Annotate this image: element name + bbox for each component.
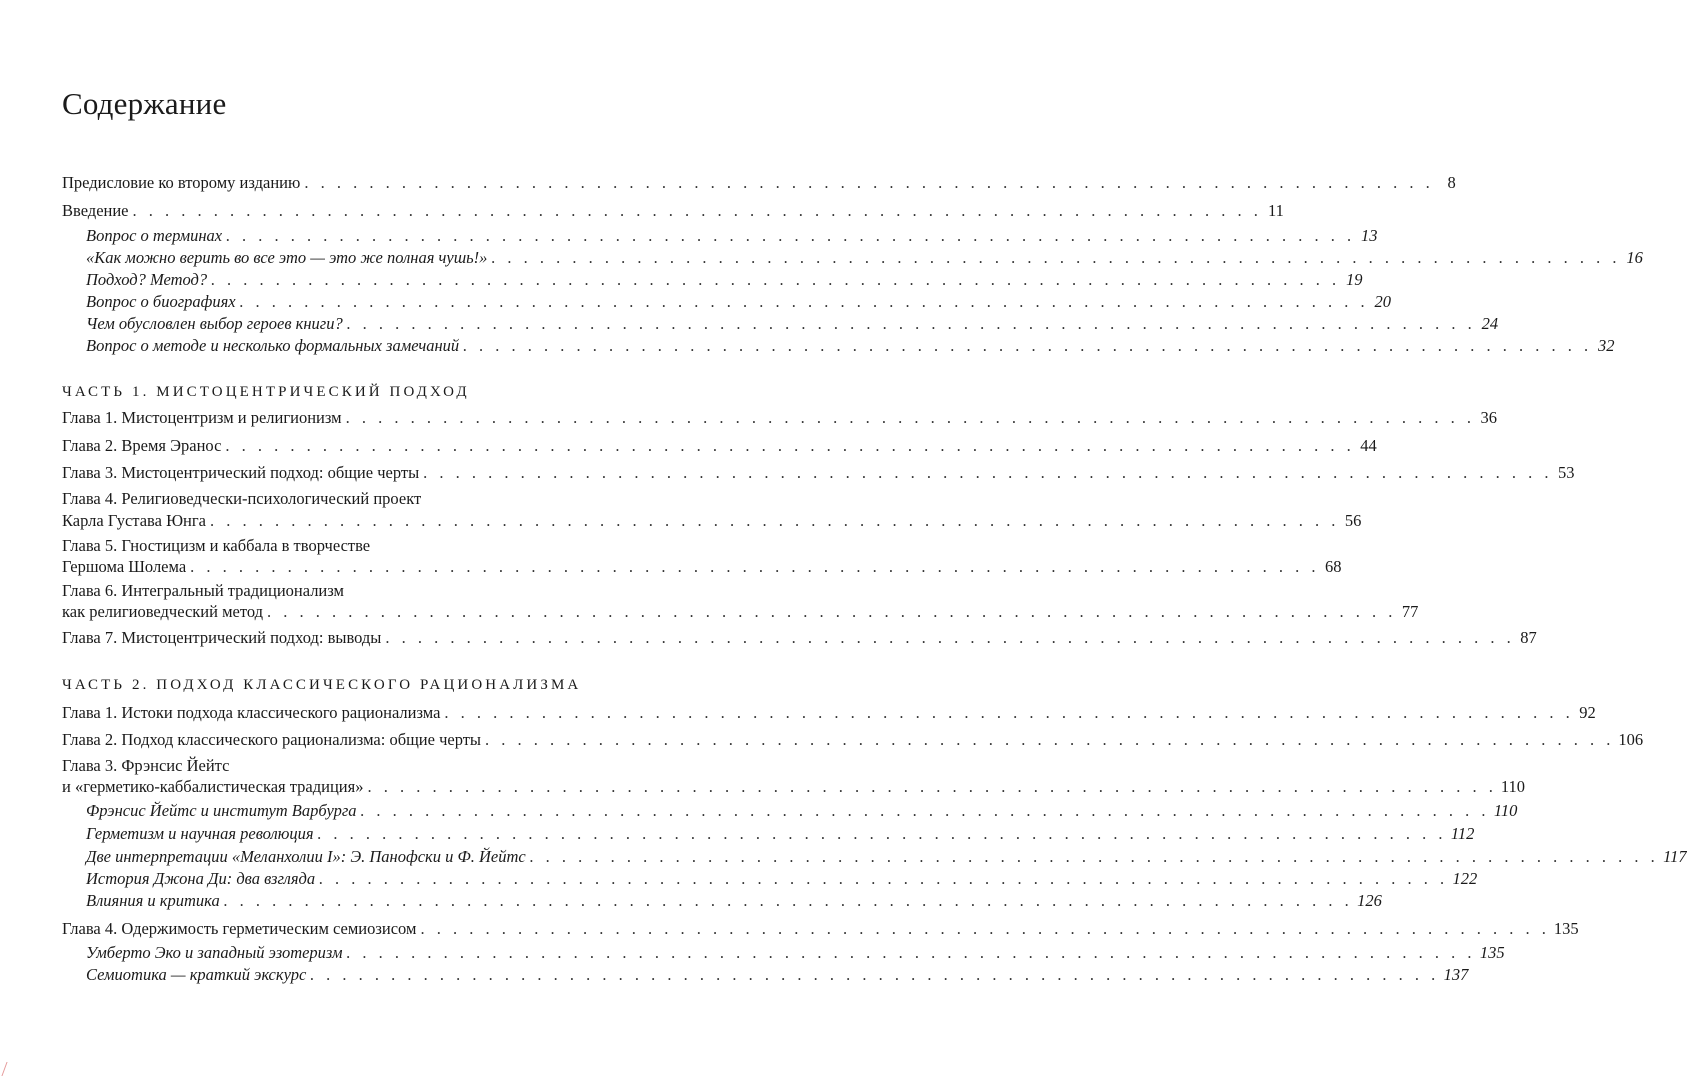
dot-leader: . . . . . . . . . . . . . . . . . . . . . . . . . . . . . . . . . . . . . . . . . . . . . . . . . . . . . . . . . . . . . . . . . . . . . .: [239, 292, 1369, 311]
page-number: 20: [1374, 292, 1391, 311]
toc-subentry: [86, 269, 1363, 291]
entry-label: Вопрос о биографиях: [86, 292, 236, 311]
page-number: 122: [1452, 869, 1478, 888]
dot-leader: . . . . . . . . . . . . . . . . . . . . . . . . . . . . . . . . . . . . . . . . . . . . . . . . . . . . . . . . . . . . . . . . . . . . . .: [267, 602, 1397, 621]
entry-label: Глава 1. Истоки подхода классического рационализма: [62, 703, 441, 722]
toc-subentry: [86, 247, 1643, 269]
entry-label: Чем обусловлен выбор героев книги?: [86, 314, 343, 333]
entry-label: «Как можно верить во все это — это же полная чушь!»: [86, 248, 488, 267]
part-heading: ЧАСТЬ 2. ПОДХОД КЛАССИЧЕСКОГО РАЦИОНАЛИЗМА: [62, 677, 582, 693]
entry-label: История Джона Ди: два взгляда: [86, 869, 316, 888]
entry-label: Фрэнсис Йейтс и институт Варбурга: [86, 801, 357, 820]
toc-chapter: [62, 918, 1579, 940]
toc-subentry: [86, 846, 1687, 868]
entry-label: Глава 4. Одержимость герметическим семиозисом: [62, 919, 417, 938]
toc-chapter: [62, 407, 1497, 429]
toc-chapter: [62, 776, 1525, 798]
entry-label: Глава 2. Время Эранос: [62, 436, 222, 455]
toc-subentry: [86, 313, 1499, 335]
page-number: 126: [1357, 891, 1382, 910]
entry-label: и «герметико-каббалистическая традиция»: [62, 777, 364, 796]
entry-label: Две интерпретации «Меланхолии I»: Э. Панофски и Ф. Йейтс: [86, 847, 526, 866]
dot-leader: . . . . . . . . . . . . . . . . . . . . . . . . . . . . . . . . . . . . . . . . . . . . . . . . . . . . . . . . . . . . . . . . . . . . . .: [385, 628, 1515, 647]
entry-label: Карла Густава Юнга: [62, 511, 206, 530]
page-number: 110: [1500, 777, 1525, 796]
toc-entry-preface: [62, 172, 1456, 194]
part-heading: ЧАСТЬ 1. МИСТОЦЕНТРИЧЕСКИЙ ПОДХОД: [62, 384, 470, 400]
toc-chapter: [62, 601, 1419, 623]
dot-leader: . . . . . . . . . . . . . . . . . . . . . . . . . . . . . . . . . . . . . . . . . . . . . . . . . . . . . . . . . . . . . . . . . . . . . .: [132, 201, 1262, 220]
margin-mark: [1, 1062, 11, 1076]
entry-label: Гершома Шолема: [62, 557, 187, 576]
toc-subentry: [86, 823, 1475, 845]
toc-chapter: [62, 729, 1644, 751]
page-number: 135: [1479, 943, 1505, 962]
dot-leader: . . . . . . . . . . . . . . . . . . . . . . . . . . . . . . . . . . . . . . . . . . . . . . . . . . . . . . . . . . . . . . . . . . . . . .: [463, 336, 1593, 355]
entry-label: Герметизм и научная революция: [86, 824, 314, 843]
page-number: 19: [1346, 270, 1363, 289]
page-number: 87: [1520, 628, 1537, 647]
chapter-title-line: Глава 4. Религиоведчески-психологический проект: [62, 489, 422, 508]
dot-leader: . . . . . . . . . . . . . . . . . . . . . . . . . . . . . . . . . . . . . . . . . . . . . . . . . . . . . . . . . . . . . . . . . . . . . .: [423, 463, 1553, 482]
chapter-title-line: Глава 6. Интегральный традиционализм: [62, 581, 344, 600]
chapter-title-line: Глава 5. Гностицизм и каббала в творчестве: [62, 536, 371, 555]
toc-chapter: [62, 510, 1362, 532]
toc-subentry: [86, 942, 1505, 964]
dot-leader: . . . . . . . . . . . . . . . . . . . . . . . . . . . . . . . . . . . . . . . . . . . . . . . . . . . . . . . . . . . . . . . . . . . . . .: [444, 703, 1574, 722]
dot-leader: . . . . . . . . . . . . . . . . . . . . . . . . . . . . . . . . . . . . . . . . . . . . . . . . . . . . . . . . . . . . . . . . . . . . . .: [225, 436, 1355, 455]
chapter-title-line: Глава 3. Фрэнсис Йейтс: [62, 756, 230, 775]
toc-chapter: [62, 702, 1596, 724]
entry-label: Влияния и критика: [86, 891, 220, 910]
page-number: 8: [1447, 173, 1456, 192]
dot-leader: . . . . . . . . . . . . . . . . . . . . . . . . . . . . . . . . . . . . . . . . . . . . . . . . . . . . . . . . . . . . . . . . . . . . . .: [310, 965, 1440, 984]
page-number: 68: [1325, 557, 1342, 576]
toc-subentry: [86, 890, 1382, 912]
entry-label: Предисловие ко второму изданию: [62, 173, 301, 192]
toc-subentry: [86, 800, 1518, 822]
page-number: 112: [1450, 824, 1475, 843]
dot-leader: . . . . . . . . . . . . . . . . . . . . . . . . . . . . . . . . . . . . . . . . . . . . . . . . . . . . . . . . . . . . . . . . . . . . . .: [346, 943, 1476, 962]
dot-leader: . . . . . . . . . . . . . . . . . . . . . . . . . . . . . . . . . . . . . . . . . . . . . . . . . . . . . . . . . . . . . . . . . . . . . .: [209, 511, 1340, 530]
page-number: 53: [1558, 463, 1575, 482]
dot-leader: . . . . . . . . . . . . . . . . . . . . . . . . . . . . . . . . . . . . . . . . . . . . . . . . . . . . . . . . . . . . . . . . . . . . . .: [223, 891, 1354, 910]
toc-subentry: [86, 291, 1391, 313]
dot-leader: . . . . . . . . . . . . . . . . . . . . . . . . . . . . . . . . . . . . . . . . . . . . . . . . . . . . . . . . . . . . . . . . . . . . . .: [211, 270, 1341, 289]
dot-leader: . . . . . . . . . . . . . . . . . . . . . . . . . . . . . . . . . . . . . . . . . . . . . . . . . . . . . . . . . . . . . . . . . . . . . .: [190, 557, 1320, 576]
page-number: 24: [1481, 314, 1499, 333]
toc-chapter: [62, 627, 1537, 649]
dot-leader: . . . . . . . . . . . . . . . . . . . . . . . . . . . . . . . . . . . . . . . . . . . . . . . . . . . . . . . . . . . . . . . . . . . . . .: [360, 801, 1490, 820]
page-number: 137: [1443, 965, 1469, 984]
entry-label: Семиотика — краткий экскурс: [86, 965, 307, 984]
page-number: 32: [1598, 336, 1615, 355]
entry-label: Глава 1. Мистоцентризм и религионизм: [62, 408, 342, 427]
dot-leader: . . . . . . . . . . . . . . . . . . . . . . . . . . . . . . . . . . . . . . . . . . . . . . . . . . . . . . . . . . . . . . . . . . . . . .: [345, 408, 1475, 427]
page-number: 11: [1268, 201, 1284, 220]
dot-leader: . . . . . . . . . . . . . . . . . . . . . . . . . . . . . . . . . . . . . . . . . . . . . . . . . . . . . . . . . . . . . . . . . . . . . .: [346, 314, 1477, 333]
page-number: 92: [1579, 703, 1596, 722]
entry-label: Вопрос о методе и несколько формальных замечаний: [86, 336, 460, 355]
entry-label: Подход? Метод?: [86, 270, 208, 289]
dot-leader: . . . . . . . . . . . . . . . . . . . . . . . . . . . . . . . . . . . . . . . . . . . . . . . . . . . . . . . . . . . . . . . . . . . . . .: [317, 824, 1447, 843]
dot-leader: . . . . . . . . . . . . . . . . . . . . . . . . . . . . . . . . . . . . . . . . . . . . . . . . . . . . . . . . . . . . . . . . . . . . . .: [226, 226, 1356, 245]
page-number: 13: [1360, 226, 1378, 245]
toc-entry-intro: [62, 200, 1284, 222]
toc-subentry: [86, 335, 1615, 357]
toc-chapter: [62, 556, 1342, 578]
dot-leader: . . . . . . . . . . . . . . . . . . . . . . . . . . . . . . . . . . . . . . . . . . . . . . . . . . . . . . . . . . . . . . . . . . . . . .: [304, 173, 1434, 192]
page-number: 36: [1480, 408, 1497, 427]
dot-leader: . . . . . . . . . . . . . . . . . . . . . . . . . . . . . . . . . . . . . . . . . . . . . . . . . . . . . . . . . . . . . . . . . . . . . .: [367, 777, 1497, 796]
entry-label: Глава 7. Мистоцентрический подход: выводы: [62, 628, 382, 647]
entry-label: Глава 2. Подход классического рационализма: общие черты: [62, 730, 482, 749]
entry-label: как религиоведческий метод: [62, 602, 263, 621]
toc-subentry: [86, 225, 1378, 247]
dot-leader: . . . . . . . . . . . . . . . . . . . . . . . . . . . . . . . . . . . . . . . . . . . . . . . . . . . . . . . . . . . . . . . . . . . . . .: [485, 730, 1615, 749]
dot-leader: . . . . . . . . . . . . . . . . . . . . . . . . . . . . . . . . . . . . . . . . . . . . . . . . . . . . . . . . . . . . . . . . . . . . . .: [491, 248, 1621, 267]
toc-chapter: [62, 435, 1377, 457]
page-number: 135: [1553, 919, 1579, 938]
entry-label: Введение: [62, 201, 129, 220]
entry-label: Умберто Эко и западный эзотеризм: [86, 943, 343, 962]
page-number: 56: [1344, 511, 1362, 530]
dot-leader: . . . . . . . . . . . . . . . . . . . . . . . . . . . . . . . . . . . . . . . . . . . . . . . . . . . . . . . . . . . . . . . . . . . . . .: [529, 847, 1660, 866]
entry-label: Вопрос о терминах: [86, 226, 223, 245]
page-number: 106: [1618, 730, 1644, 749]
page-number: 110: [1493, 801, 1518, 820]
page-number: 16: [1626, 248, 1643, 267]
toc-subentry: [86, 964, 1469, 986]
toc-subentry: [86, 868, 1478, 890]
dot-leader: . . . . . . . . . . . . . . . . . . . . . . . . . . . . . . . . . . . . . . . . . . . . . . . . . . . . . . . . . . . . . . . . . . . . . .: [319, 869, 1449, 888]
page-number: 77: [1401, 602, 1419, 621]
entry-label: Глава 3. Мистоцентрический подход: общие черты: [62, 463, 420, 482]
dot-leader: . . . . . . . . . . . . . . . . . . . . . . . . . . . . . . . . . . . . . . . . . . . . . . . . . . . . . . . . . . . . . . . . . . . . . .: [420, 919, 1550, 938]
page-number: 117: [1663, 847, 1687, 866]
toc-chapter: [62, 462, 1575, 484]
page-title: Содержание: [62, 86, 227, 121]
page-number: 44: [1360, 436, 1377, 455]
